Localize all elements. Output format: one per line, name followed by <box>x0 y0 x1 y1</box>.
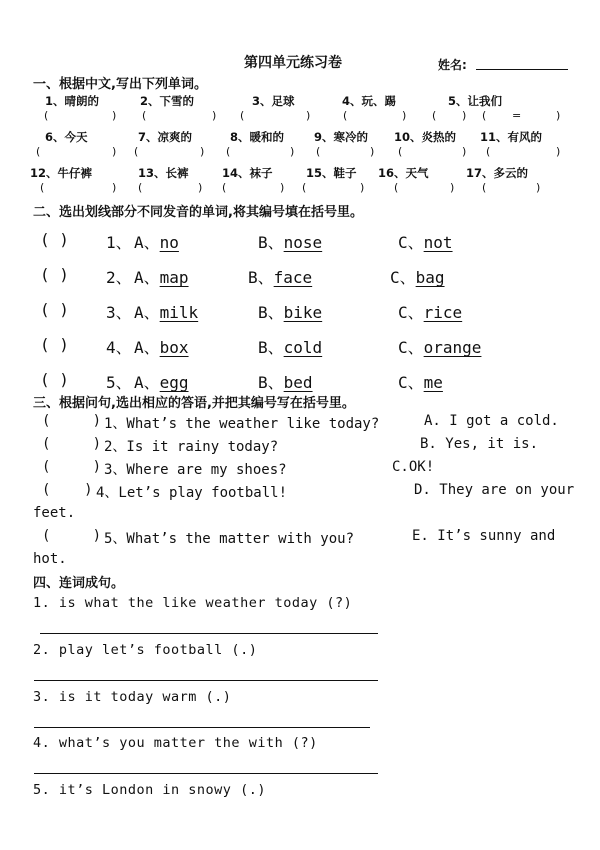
option-label: C、 <box>398 373 424 392</box>
option-word: bag <box>415 268 445 287</box>
option-label: A、 <box>134 338 160 357</box>
page-title: 第四单元练习卷 <box>244 55 342 71</box>
scrambled-sentence: 3. is it today warm (.) <box>33 689 232 705</box>
answer-blank[interactable]: ( ) <box>42 436 102 452</box>
option-word: rice <box>423 303 463 322</box>
answer-paren-open[interactable]: ( <box>482 109 487 122</box>
option-word: orange <box>423 338 482 357</box>
option-b <box>258 370 313 393</box>
option-word: no <box>159 233 179 252</box>
answer-paren-open[interactable]: ( <box>240 109 245 122</box>
option-c <box>398 300 462 323</box>
option-label: C、 <box>398 303 424 322</box>
answer-paren-open[interactable]: ( <box>222 181 227 194</box>
answer-paren-open[interactable]: ( <box>36 145 41 158</box>
option-b <box>258 335 322 358</box>
vocab-item: 15、鞋子 <box>306 166 357 180</box>
vocab-item: 9、寒冷的 <box>314 130 369 144</box>
answer-paren-open[interactable]: ( <box>142 109 147 122</box>
vocab-item: 3、足球 <box>252 94 295 108</box>
answer-blank[interactable]: ( ) <box>40 230 69 249</box>
vocab-item: 2、下雪的 <box>140 94 195 108</box>
answer-blank[interactable]: ( ) <box>42 482 93 498</box>
question-number: 1、 <box>106 233 132 252</box>
answer-paren-close[interactable]: ) <box>290 145 295 158</box>
option-word: box <box>159 338 189 357</box>
option-label: B、 <box>258 233 284 252</box>
option-label: B、 <box>248 268 274 287</box>
question-text: 2、Is it rainy today? <box>104 439 279 455</box>
answer-line[interactable] <box>40 633 378 634</box>
answer-line[interactable] <box>34 680 378 681</box>
option-label: A、 <box>134 303 160 322</box>
vocab-item: 8、暖和的 <box>230 130 285 144</box>
equals-sign: = <box>512 109 522 122</box>
vocab-item: 12、牛仔裤 <box>30 166 93 180</box>
option-label: C、 <box>398 338 424 357</box>
answer-blank[interactable]: ( ) <box>40 335 69 354</box>
option-c <box>398 335 481 358</box>
vocab-item: 14、袜子 <box>222 166 273 180</box>
answer-paren-open[interactable]: ( <box>40 181 45 194</box>
option-word: bike <box>283 303 323 322</box>
scrambled-sentence: 4. what’s you matter the with (?) <box>33 735 318 751</box>
vocab-item: 5、让我们 <box>448 94 503 108</box>
option-label: A、 <box>134 268 160 287</box>
option-word: map <box>159 268 189 287</box>
option-a <box>134 230 179 253</box>
vocab-item: 11、有风的 <box>480 130 543 144</box>
question-text: 3、Where are my shoes? <box>104 462 287 478</box>
vocab-item: 10、炎热的 <box>394 130 457 144</box>
option-a <box>134 370 189 393</box>
option-b <box>248 265 312 288</box>
vocab-item: 16、天气 <box>378 166 429 180</box>
scrambled-sentence: 1. is what the like weather today (?) <box>33 595 353 611</box>
section4-heading: 四、连词成句。 <box>33 576 125 591</box>
section3-heading: 三、根据问句,选出相应的答语,并把其编号写在括号里。 <box>33 396 355 411</box>
answer-paren-open[interactable]: ( <box>138 181 143 194</box>
vocab-item: 4、玩、踢 <box>342 94 397 108</box>
answer-line[interactable] <box>34 727 370 728</box>
answer-paren-open[interactable]: ( <box>343 109 348 122</box>
option-label: B、 <box>258 338 284 357</box>
answer-paren-open[interactable]: ( <box>486 145 491 158</box>
answer-paren-close[interactable]: ) <box>212 109 217 122</box>
answer-option-continued: hot. <box>33 551 67 567</box>
option-word: not <box>423 233 453 252</box>
name-label: 姓名: <box>438 58 467 72</box>
question-text: 5、What’s the matter with you? <box>104 531 355 547</box>
answer-blank[interactable]: ( ) <box>40 265 69 284</box>
option-c <box>398 230 453 253</box>
question-number: 3、 <box>106 303 132 322</box>
answer-option: A. I got a cold. <box>424 413 559 429</box>
section2-heading: 二、选出划线部分不同发音的单词,将其编号填在括号里。 <box>33 205 363 220</box>
answer-paren-open[interactable]: ( <box>134 145 139 158</box>
answer-paren-close[interactable]: ) <box>462 109 467 122</box>
option-c <box>390 265 445 288</box>
answer-paren-close[interactable]: ) <box>198 181 203 194</box>
question-text: 1、What’s the weather like today? <box>104 416 380 432</box>
answer-paren-close[interactable]: ) <box>536 181 541 194</box>
answer-paren-close[interactable]: ) <box>462 145 467 158</box>
option-b <box>258 300 322 323</box>
vocab-item: 17、多云的 <box>466 166 529 180</box>
answer-blank[interactable]: ( ) <box>42 528 102 544</box>
option-word: cold <box>283 338 323 357</box>
answer-paren-open[interactable]: ( <box>482 181 487 194</box>
answer-blank[interactable]: ( ) <box>40 300 69 319</box>
answer-paren-close[interactable]: ) <box>360 181 365 194</box>
option-a <box>134 300 198 323</box>
answer-paren-close[interactable]: ) <box>402 109 407 122</box>
question-number: 2、 <box>106 268 132 287</box>
vocab-item: 1、晴朗的 <box>45 94 100 108</box>
question-text: 4、Let’s play football! <box>96 485 288 501</box>
answer-blank[interactable]: ( ) <box>40 370 69 389</box>
answer-blank[interactable]: ( ) <box>42 459 102 475</box>
answer-paren-close[interactable]: ) <box>112 145 117 158</box>
answer-paren-open[interactable]: ( <box>398 145 403 158</box>
answer-paren-open[interactable]: ( <box>432 109 437 122</box>
option-word: bed <box>283 373 313 392</box>
answer-option: B. Yes, it is. <box>420 436 539 452</box>
vocab-item: 13、长裤 <box>138 166 189 180</box>
option-a <box>134 335 189 358</box>
option-word: face <box>273 268 313 287</box>
answer-option: D. They are on your <box>414 482 575 498</box>
answer-paren-open[interactable]: ( <box>302 181 307 194</box>
option-label: A、 <box>134 373 160 392</box>
vocab-item: 6、今天 <box>45 130 88 144</box>
option-label: B、 <box>258 373 284 392</box>
answer-paren-open[interactable]: ( <box>226 145 231 158</box>
option-b <box>258 230 322 253</box>
answer-blank[interactable]: ( ) <box>42 413 102 429</box>
answer-paren-close[interactable]: ) <box>556 109 561 122</box>
answer-option-continued: feet. <box>33 505 76 521</box>
option-word: me <box>423 373 443 392</box>
question-number: 4、 <box>106 338 132 357</box>
option-c <box>398 370 443 393</box>
question-number: 5、 <box>106 373 132 392</box>
answer-option: C.OK! <box>392 459 435 475</box>
answer-paren-close[interactable]: ) <box>370 145 375 158</box>
scrambled-sentence: 5. it’s London in snowy (.) <box>33 782 266 798</box>
answer-paren-close[interactable]: ) <box>450 181 455 194</box>
option-label: A、 <box>134 233 160 252</box>
option-label: B、 <box>258 303 284 322</box>
option-label: C、 <box>398 233 424 252</box>
answer-line[interactable] <box>34 773 378 774</box>
option-word: nose <box>283 233 323 252</box>
option-word: milk <box>159 303 199 322</box>
name-input-line[interactable] <box>476 69 568 70</box>
option-word: egg <box>159 373 189 392</box>
answer-option: E. It’s sunny and <box>412 528 556 544</box>
answer-paren-close[interactable]: ) <box>280 181 285 194</box>
option-a <box>134 265 189 288</box>
answer-paren-open[interactable]: ( <box>394 181 399 194</box>
answer-paren-open[interactable]: ( <box>316 145 321 158</box>
vocab-item: 7、凉爽的 <box>138 130 193 144</box>
scrambled-sentence: 2. play let’s football (.) <box>33 642 258 658</box>
answer-paren-open[interactable]: ( <box>44 109 49 122</box>
answer-paren-close[interactable]: ) <box>112 181 117 194</box>
section1-heading: 一、根据中文,写出下列单词。 <box>33 77 207 92</box>
answer-paren-close[interactable]: ) <box>112 109 117 122</box>
option-label: C、 <box>390 268 416 287</box>
answer-paren-close[interactable]: ) <box>200 145 205 158</box>
answer-paren-close[interactable]: ) <box>306 109 311 122</box>
answer-paren-close[interactable]: ) <box>556 145 561 158</box>
